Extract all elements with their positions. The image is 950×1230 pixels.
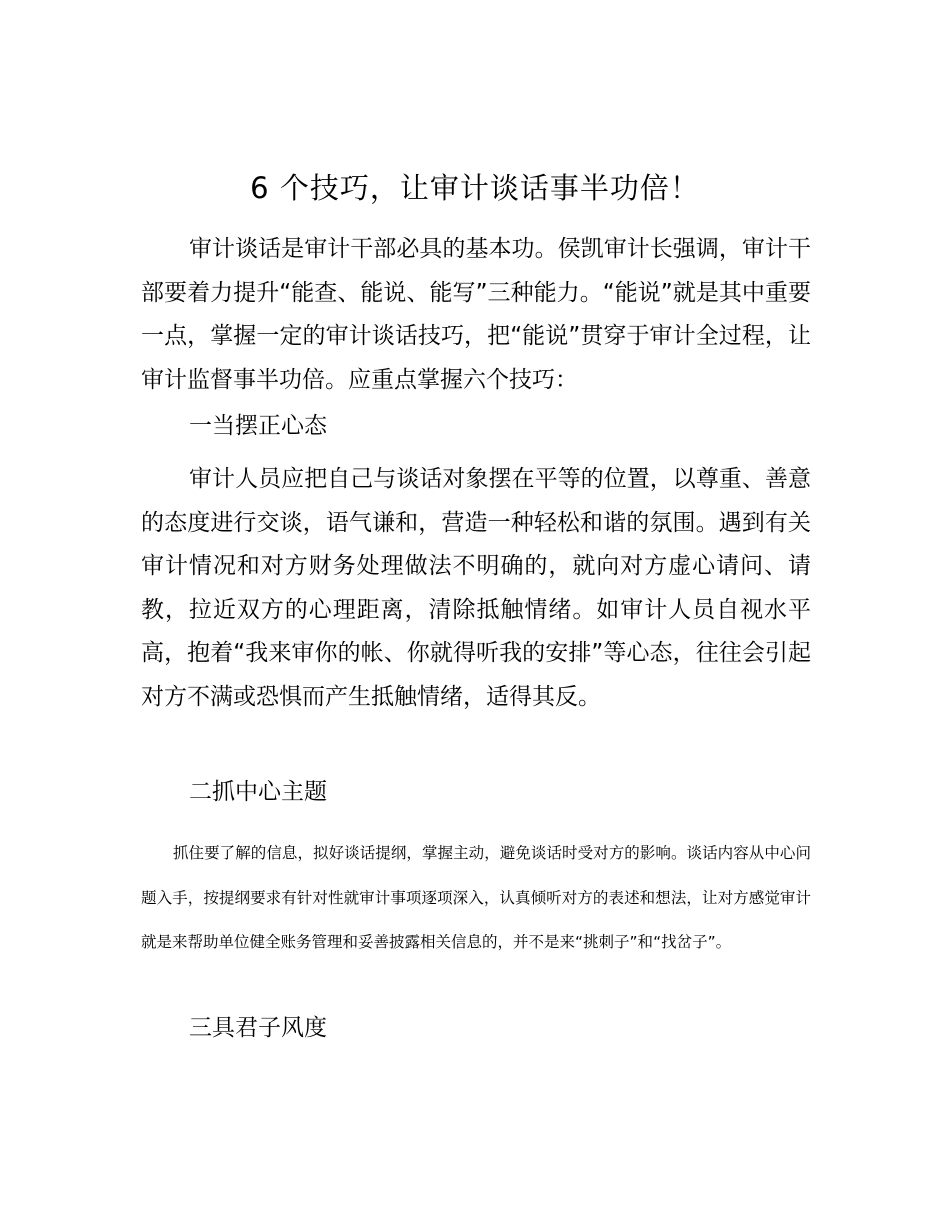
section-body-1: 审计人员应把自己与谈话对象摆在平等的位置，以尊重、善意的态度进行交谈，语气谦和，营造一种轻松和谐的氛围。遇到有关审计情况和对方财务处理做法不明确的，就向对方虚心请问、请教，拉近双方的心理距离，清除抵触情绪。如审计人员自视水平高，抱着“我来审你的帐、你就得听我的安排”等心态，往往会引起对方不满或恐惧而产生抵触情绪，适得其反。 [141, 466, 811, 710]
section-heading-2: 二抓中心主题 [189, 779, 327, 805]
section-heading-3: 三具君子风度 [189, 1015, 327, 1041]
section-heading-1: 一当摆正心态 [189, 413, 327, 439]
section-body-2: 抓住要了解的信息，拟好谈话提纲，掌握主动，避免谈话时受对方的影响。谈话内容从中心问题入手，按提纲要求有针对性就审计事项逐项深入，认真倾听对方的表述和想法，让对方感觉审计就是来帮助单位健全账务管理和妥善披露相关信息的，并不是来“挑刺子”和“找岔子”。 [141, 844, 811, 951]
intro-paragraph: 审计谈话是审计干部必具的基本功。侯凯审计长强调，审计干部要着力提升“能查、能说、能写”三种能力。“能说”就是其中重要一点，掌握一定的审计谈话技巧，把“能说”贯穿于审计全过程，让审计监督事半功倍。应重点掌握六个技巧： [141, 236, 811, 393]
page-title: 6 个技巧，让审计谈话事半功倍！ [250, 171, 700, 205]
